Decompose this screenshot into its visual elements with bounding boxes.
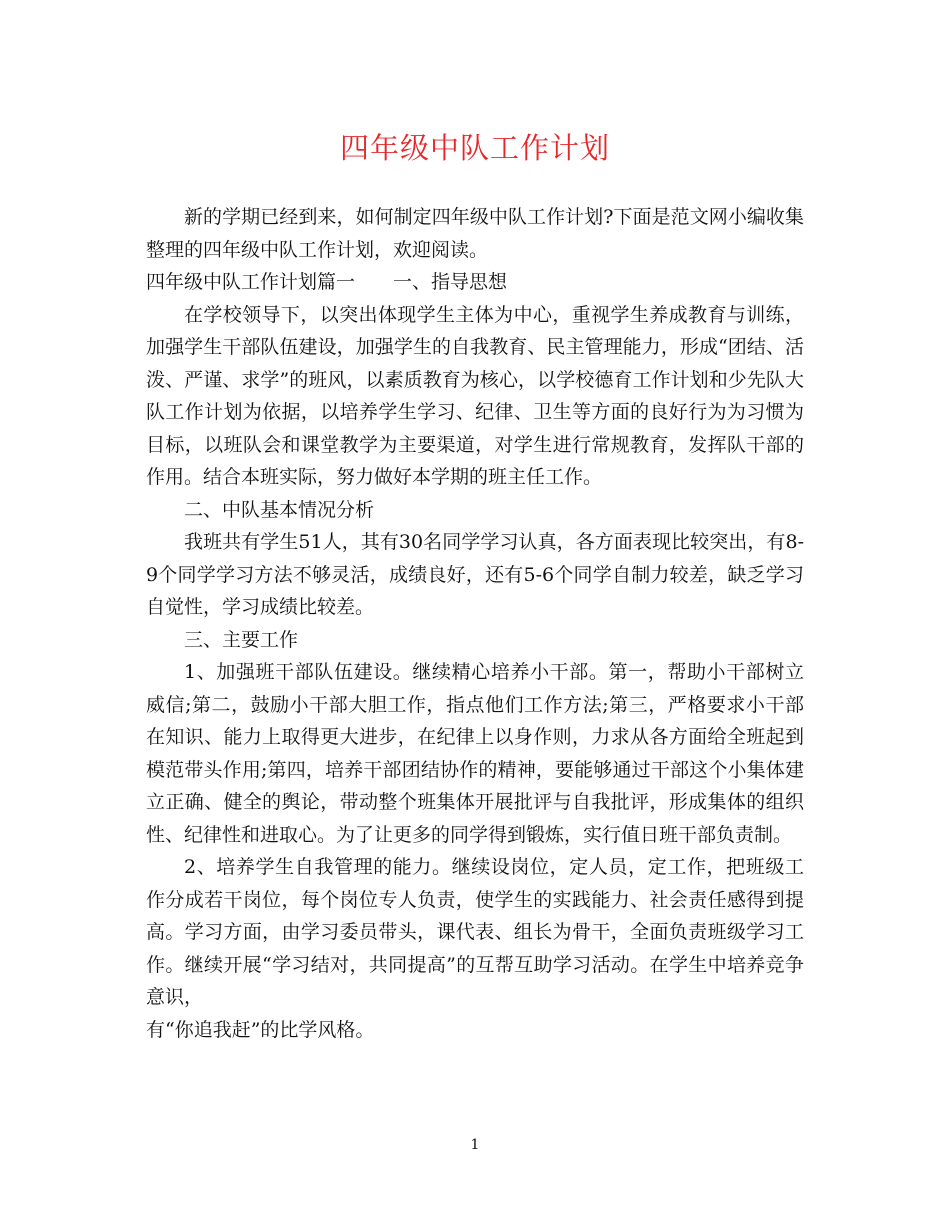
section-heading-title: 四年级中队工作计划篇一 bbox=[146, 271, 356, 293]
work-item-2-end: 有“你追我赶”的比学风格。 bbox=[146, 1018, 375, 1041]
analysis-heading: 二、中队基本情况分析 bbox=[184, 498, 375, 521]
work-item-2: 2、培养学生自我管理的能力。继续设岗位，定人员，定工作，把班级工作分成若干岗位，每个岗位专人负责，使学生的实践能力、社会责任感得到提高。学习方面，由学习委员带头，课代表、组长为骨干，全面负责班级学习工作。继续开展“学习结对，共同提高”的互帮互助学习活动。在学生中培养竞争意识， bbox=[146, 856, 804, 1008]
guiding-paragraph: 在学校领导下，以突出体现学生主体为中心，重视学生养成教育与训练，加强学生干部队伍建设，加强学生的自我教育、民主管理能力，形成“团结、活泼、严谨、求学”的班风，以素质教育为核心，以学校德育工作计划和少先队大队工作计划为依据，以培养学生学习、纪律、卫生等方面的良好行为为习惯为目标，以班队会和课堂教学为主要渠道，对学生进行常规教育，发挥队干部的作用。结合本班实际，努力做好本学期的班主任工作。 bbox=[146, 303, 804, 488]
page-number: 1 bbox=[470, 1137, 480, 1153]
intro-paragraph: 新的学期已经到来，如何制定四年级中队工作计划?下面是范文网小编收集整理的四年级中队工作计划，欢迎阅读。 bbox=[146, 206, 804, 261]
work-item-1: 1、加强班干部队伍建设。继续精心培养小干部。第一，帮助小干部树立威信;第二，鼓励小干部大胆工作，指点他们工作方法;第三，严格要求小干部在知识、能力上取得更大进步，在纪律上以身作则，力求从各方面给全班起到模范带头作用;第四，培养干部团结协作的精神，要能够通过干部这个小集体建立正确、健全的舆论，带动整个班集体开展批评与自我批评，形成集体的组织性、纪律性和进取心。为了让更多的同学得到锻炼，实行值日班干部负责制。 bbox=[146, 661, 804, 846]
guiding-heading: 一、指导思想 bbox=[393, 271, 508, 293]
analysis-paragraph: 我班共有学生51人，其有30名同学学习认真，各方面表现比较突出，有8-9个同学学习方法不够灵活，成绩良好，还有5-6个同学自制力较差，缺乏学习自觉性，学习成绩比较差。 bbox=[146, 531, 804, 618]
work-heading: 三、主要工作 bbox=[184, 628, 299, 651]
document-body bbox=[146, 201, 804, 1046]
section-heading bbox=[146, 266, 804, 299]
page-title: 四年级中队工作计划 bbox=[339, 131, 610, 165]
